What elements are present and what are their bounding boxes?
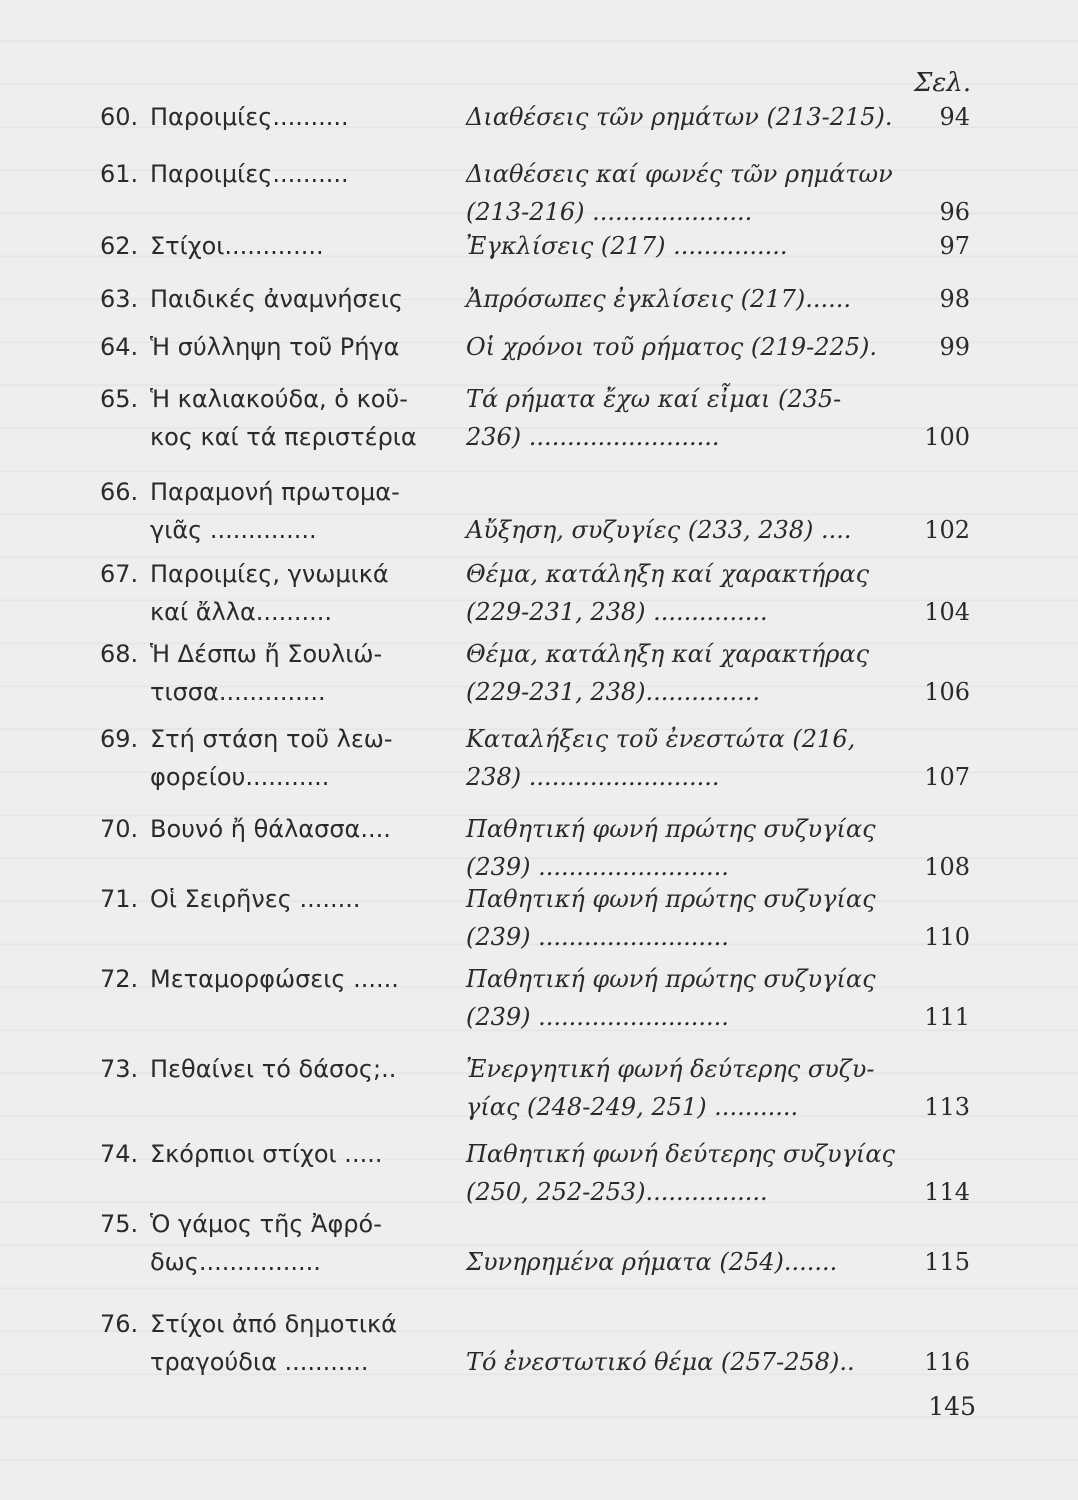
entry-topic-line: Διαθέσεις τῶν ρημάτων (213-215). — [466, 103, 893, 131]
entry-number: 67. — [100, 560, 139, 588]
entry-title-line: φορείου........... — [150, 763, 330, 791]
entry-title-line: Στίχοι ἀπό δημοτικά — [150, 1310, 397, 1338]
entry-page-ref: 108 — [924, 853, 970, 881]
entry-page-ref: 111 — [924, 1003, 970, 1031]
entry-page-ref: 100 — [924, 423, 970, 451]
entry-title-line: Στίχοι............. — [150, 232, 324, 260]
entry-page-ref: 113 — [924, 1093, 970, 1121]
entry-topic-line: (213-216) ..................... — [466, 198, 753, 226]
entry-topic-line: Θέμα, κατάληξη καί χαρακτήρας — [466, 640, 870, 668]
entry-number: 70. — [100, 815, 139, 843]
entry-number: 63. — [100, 285, 139, 313]
entry-title-line: Πεθαίνει τό δάσος;.. — [150, 1055, 397, 1083]
entry-topic-line: Ἐγκλίσεις (217) ............... — [466, 232, 788, 260]
entry-title-line: δως................ — [150, 1248, 321, 1276]
entry-title-line: καί ἄλλα.......... — [150, 598, 333, 626]
entry-number: 62. — [100, 232, 139, 260]
entry-topic-line: Διαθέσεις καί φωνές τῶν ρημάτων — [466, 160, 893, 188]
entry-number: 60. — [100, 103, 139, 131]
entry-title-line: τισσα.............. — [150, 678, 326, 706]
entry-topic-line: Παθητική φωνή πρώτης συζυγίας — [466, 815, 876, 843]
entry-page-ref: 107 — [924, 763, 970, 791]
entry-title-line: Παροιμίες.......... — [150, 160, 349, 188]
entry-title-line: κος καί τά περιστέρια — [150, 423, 417, 451]
entry-title-line: Σκόρπιοι στίχοι ..... — [150, 1140, 383, 1168]
entry-title-line: Ἡ σύλληψη τοῦ Ρήγα — [150, 333, 400, 361]
entry-page-ref: 116 — [924, 1348, 970, 1376]
entry-number: 72. — [100, 965, 139, 993]
entry-page-ref: 106 — [924, 678, 970, 706]
entry-page-ref: 99 — [939, 333, 970, 361]
entry-number: 68. — [100, 640, 139, 668]
entry-topic-line: 236) ......................... — [466, 423, 720, 451]
entry-topic-line: γίας (248-249, 251) ........... — [466, 1093, 799, 1121]
entry-topic-line: (250, 252-253)................ — [466, 1178, 768, 1206]
entry-page-ref: 114 — [924, 1178, 970, 1206]
entry-page-ref: 102 — [924, 516, 970, 544]
entry-topic-line: Ἀπρόσωπες ἐγκλίσεις (217)...... — [466, 285, 851, 313]
entry-topic-line: (229-231, 238) ............... — [466, 598, 768, 626]
entry-title-line: Μεταμορφώσεις ...... — [150, 965, 399, 993]
entry-topic-line: Συνηρημένα ρήματα (254)....... — [466, 1248, 838, 1276]
entry-topic-line: Παθητική φωνή πρώτης συζυγίας — [466, 965, 876, 993]
entry-number: 69. — [100, 725, 139, 753]
entry-topic-line: Παθητική φωνή πρώτης συζυγίας — [466, 885, 876, 913]
page-column-header: Σελ. — [914, 68, 972, 98]
entry-topic-line: Παθητική φωνή δεύτερης συζυγίας — [466, 1140, 895, 1168]
entry-topic-line: (239) ......................... — [466, 923, 729, 951]
entry-page-ref: 98 — [939, 285, 970, 313]
entry-page-ref: 110 — [924, 923, 970, 951]
entry-topic-line: Ἐνεργητική φωνή δεύτερης συζυ- — [466, 1055, 875, 1083]
entry-title-line: Ἡ Δέσπω ἤ Σουλιώ- — [150, 640, 383, 668]
entry-topic-line: (239) ......................... — [466, 853, 729, 881]
entry-topic-line: Αὔξηση, συζυγίες (233, 238) .... — [466, 516, 852, 544]
entry-title-line: Παραμονή πρωτομα- — [150, 478, 400, 506]
entry-number: 76. — [100, 1310, 139, 1338]
entry-number: 75. — [100, 1210, 139, 1238]
entry-topic-line: Τά ρήματα ἔχω καί εἶμαι (235- — [466, 385, 842, 413]
entry-number: 71. — [100, 885, 139, 913]
entry-title-line: Βουνό ἤ θάλασσα.... — [150, 815, 391, 843]
entry-title-line: Οἱ Σειρῆνες ........ — [150, 885, 361, 913]
entry-title-line: Παροιμίες.......... — [150, 103, 349, 131]
entry-page-ref: 97 — [939, 232, 970, 260]
entry-page-ref: 96 — [939, 198, 970, 226]
entry-topic-line: (239) ......................... — [466, 1003, 729, 1031]
page-number: 145 — [928, 1392, 976, 1421]
entry-title-line: Στή στάση τοῦ λεω- — [150, 725, 393, 753]
entry-page-ref: 94 — [939, 103, 970, 131]
entry-number: 64. — [100, 333, 139, 361]
entry-title-line: Παροιμίες, γνωμικά — [150, 560, 389, 588]
entry-number: 66. — [100, 478, 139, 506]
entry-page-ref: 104 — [924, 598, 970, 626]
entry-topic-line: Καταλήξεις τοῦ ἐνεστώτα (216, — [466, 725, 856, 753]
entry-number: 61. — [100, 160, 139, 188]
entry-topic-line: Οἱ χρόνοι τοῦ ρήματος (219-225). — [466, 333, 878, 361]
entry-title-line: γιᾶς .............. — [150, 516, 317, 544]
entry-number: 65. — [100, 385, 139, 413]
entry-topic-line: Θέμα, κατάληξη καί χαρακτήρας — [466, 560, 870, 588]
entry-topic-line: (229-231, 238)............... — [466, 678, 760, 706]
entry-topic-line: 238) ......................... — [466, 763, 720, 791]
entry-title-line: τραγούδια ........... — [150, 1348, 369, 1376]
entry-number: 73. — [100, 1055, 139, 1083]
entry-title-line: Παιδικές ἀναμνήσεις — [150, 285, 403, 313]
entry-title-line: Ἡ καλιακούδα, ὁ κοῦ- — [150, 385, 408, 413]
entry-topic-line: Τό ἐνεστωτικό θέμα (257-258).. — [466, 1348, 855, 1376]
entry-page-ref: 115 — [924, 1248, 970, 1276]
entry-title-line: Ὁ γάμος τῆς Ἀφρό- — [150, 1210, 382, 1238]
entry-number: 74. — [100, 1140, 139, 1168]
